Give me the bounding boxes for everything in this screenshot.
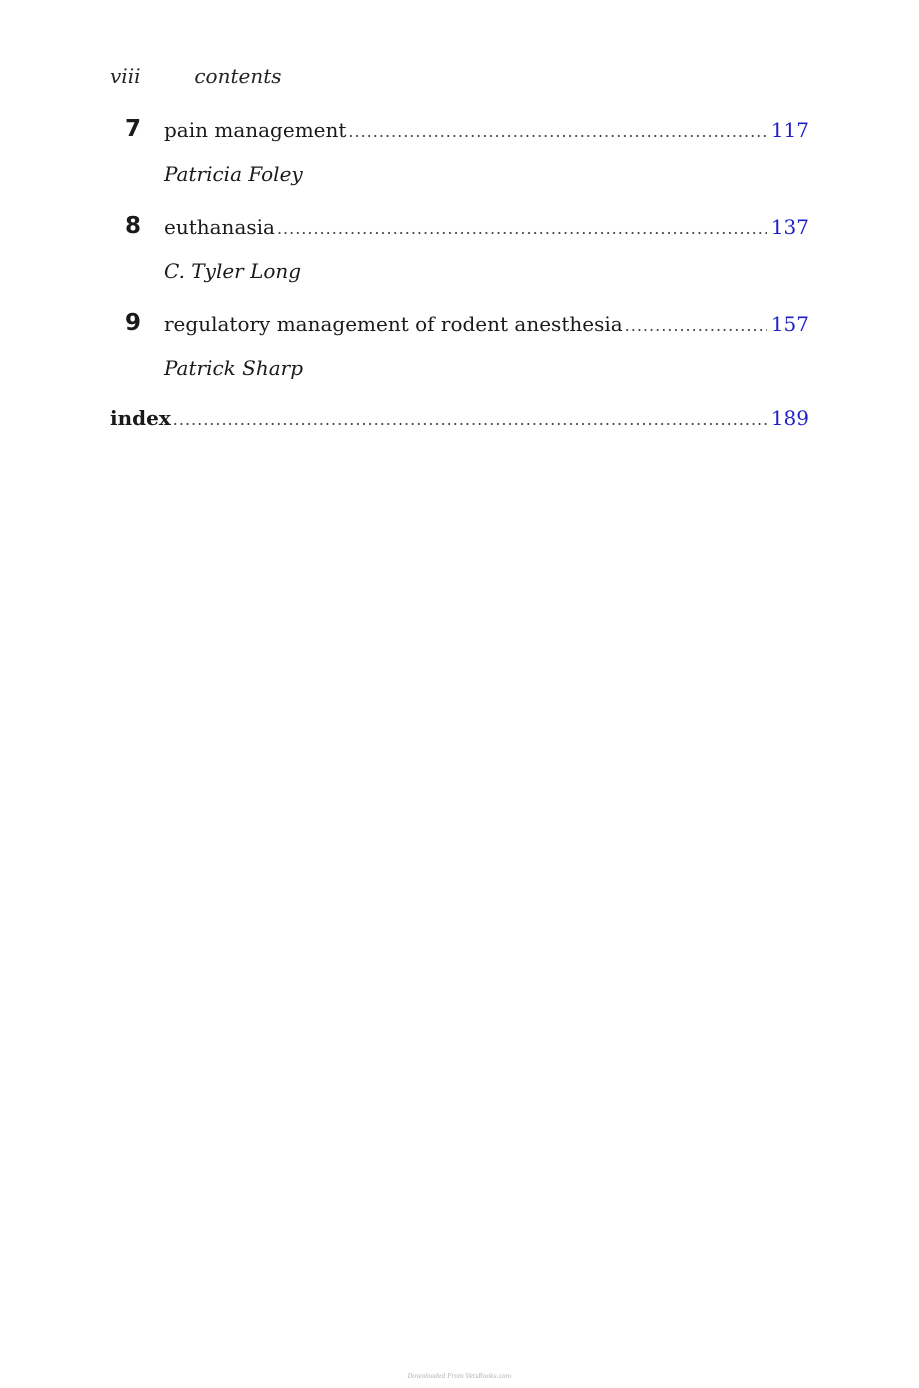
chapter-number: 7 — [125, 116, 142, 142]
page-number-link[interactable]: 137 — [770, 215, 809, 239]
running-head-title: contents — [194, 64, 282, 88]
download-watermark: Downloaded From VetsBooks.com — [407, 1373, 512, 1380]
chapter-title-link[interactable]: pain management — [164, 118, 347, 142]
toc-entry-index — [110, 406, 809, 440]
chapter-author: C. Tyler Long — [164, 259, 302, 283]
chapter-author: Patricia Foley — [164, 162, 303, 186]
table-of-contents — [110, 118, 809, 440]
running-head — [110, 64, 282, 88]
chapter-title-link[interactable]: regulatory management of rodent anesthesia — [164, 312, 623, 336]
dot-leader — [625, 316, 767, 335]
chapter-number: 8 — [125, 213, 142, 239]
dot-leader — [277, 219, 767, 238]
page-number-link[interactable]: 189 — [770, 406, 809, 430]
dot-leader — [173, 410, 767, 429]
chapter-author: Patrick Sharp — [164, 356, 304, 380]
page-folio: viii — [110, 64, 141, 88]
chapter-title-link[interactable]: euthanasia — [164, 215, 275, 239]
chapter-number: 9 — [125, 310, 142, 336]
toc-entry-chapter-8 — [110, 215, 809, 291]
index-title-link[interactable]: index — [110, 406, 171, 430]
toc-entry-chapter-7 — [110, 118, 809, 194]
toc-entry-chapter-9 — [110, 312, 809, 388]
page-number-link[interactable]: 117 — [770, 118, 809, 142]
dot-leader — [348, 122, 766, 141]
page-number-link[interactable]: 157 — [770, 312, 809, 336]
